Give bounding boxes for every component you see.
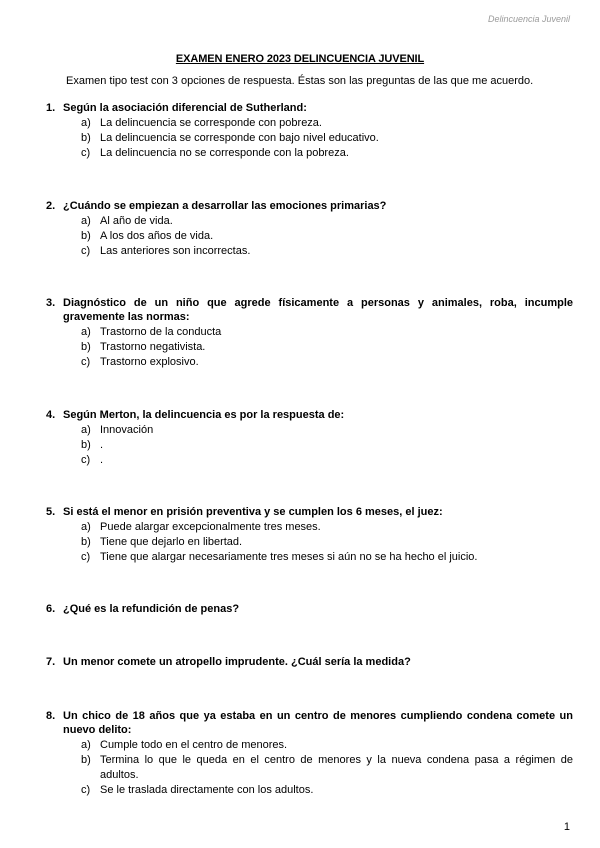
question-3-head — [46, 296, 573, 324]
question-3 — [46, 296, 573, 370]
option-text: Tiene que dejarlo en libertad. — [100, 536, 243, 548]
question-1-head — [46, 101, 573, 115]
option-b — [46, 438, 573, 453]
option-text: Cumple todo en el centro de menores. — [100, 739, 288, 751]
option-c — [46, 244, 573, 259]
question-2 — [46, 199, 573, 259]
option-c — [46, 453, 573, 468]
option-b — [46, 340, 573, 355]
option-c — [46, 355, 573, 370]
option-letter: a) — [81, 117, 91, 129]
options-list — [46, 214, 573, 259]
question-text: Si está el menor en prisión preventiva y se cumplen los 6 meses, el juez: — [63, 506, 443, 518]
question-7 — [46, 655, 573, 669]
question-text: ¿Cuándo se empiezan a desarrollar las emociones primarias? — [63, 200, 387, 212]
option-c — [46, 550, 573, 565]
option-letter: b) — [81, 536, 91, 548]
option-a — [46, 520, 573, 535]
options-list — [46, 520, 573, 565]
question-5 — [46, 505, 573, 565]
document-title: EXAMEN ENERO 2023 DELINCUENCIA JUVENIL — [175, 53, 425, 65]
option-text: Al año de vida. — [100, 215, 173, 227]
option-text: Las anteriores son incorrectas. — [100, 245, 251, 257]
option-text: Trastorno explosivo. — [100, 356, 199, 368]
question-text: Diagnóstico de un niño que agrede físicamente a personas y animales, roba, incumple gravemente las normas: — [63, 297, 573, 323]
option-a — [46, 116, 573, 131]
question-number: 5. — [46, 506, 56, 518]
question-7-head — [46, 655, 573, 669]
option-letter: b) — [81, 230, 91, 242]
option-text: Trastorno negativista. — [100, 341, 206, 353]
option-text: . — [100, 439, 104, 451]
option-b — [46, 229, 573, 244]
question-text: Según la asociación diferencial de Sutherland: — [63, 102, 307, 114]
option-text: Se le traslada directamente con los adultos. — [100, 784, 314, 796]
question-2-head — [46, 199, 573, 213]
option-letter: c) — [81, 784, 91, 796]
option-a — [46, 423, 573, 438]
option-letter: c) — [81, 147, 91, 159]
intro-text: Examen tipo test con 3 opciones de respuesta. Éstas son las preguntas de las que me acuerdo. — [66, 75, 534, 87]
question-8-head — [46, 709, 573, 737]
option-c — [46, 146, 573, 161]
options-list — [46, 738, 573, 798]
option-letter: a) — [81, 739, 91, 751]
question-number: 2. — [46, 200, 56, 212]
question-4-head — [46, 408, 573, 422]
option-letter: c) — [81, 454, 91, 466]
options-list — [46, 423, 573, 468]
option-letter: b) — [81, 341, 91, 353]
running-header: Delincuencia Juvenil — [487, 14, 570, 24]
option-letter: b) — [81, 132, 91, 144]
option-letter: a) — [81, 521, 91, 533]
options-list — [46, 325, 573, 370]
option-letter: c) — [81, 551, 91, 563]
question-1 — [46, 101, 573, 161]
option-a — [46, 325, 573, 340]
question-text: ¿Qué es la refundición de penas? — [63, 603, 240, 615]
option-text: Innovación — [100, 424, 154, 436]
option-text: La delincuencia se corresponde con bajo nivel educativo. — [100, 132, 379, 144]
question-number: 1. — [46, 102, 56, 114]
question-text: Un chico de 18 años que ya estaba en un centro de menores cumpliendo condena comete un nuevo delito: — [63, 710, 573, 736]
option-letter: a) — [81, 326, 91, 338]
option-text: La delincuencia se corresponde con pobreza. — [100, 117, 322, 129]
option-b — [46, 131, 573, 146]
option-letter: c) — [81, 356, 91, 368]
option-text: Tiene que alargar necesariamente tres meses si aún no se ha hecho el juicio. — [100, 551, 478, 563]
option-letter: a) — [81, 424, 91, 436]
option-text: . — [100, 454, 104, 466]
option-letter: b) — [81, 439, 91, 451]
question-number: 6. — [46, 603, 56, 615]
question-4 — [46, 408, 573, 468]
question-number: 8. — [46, 710, 56, 722]
question-8 — [46, 709, 573, 798]
page-number: 1 — [563, 821, 570, 833]
option-text: La delincuencia no se corresponde con la pobreza. — [100, 147, 349, 159]
option-text: Trastorno de la conducta — [100, 326, 222, 338]
question-text: Según Merton, la delincuencia es por la respuesta de: — [63, 409, 345, 421]
option-letter: b) — [81, 754, 91, 766]
option-letter: c) — [81, 245, 91, 257]
question-text: Un menor comete un atropello imprudente. ¿Cuál sería la medida? — [63, 656, 411, 668]
option-text: Puede alargar excepcionalmente tres meses. — [100, 521, 321, 533]
question-number: 4. — [46, 409, 56, 421]
question-number: 7. — [46, 656, 56, 668]
option-a — [46, 738, 573, 753]
question-6 — [46, 602, 573, 616]
option-a — [46, 214, 573, 229]
option-text: A los dos años de vida. — [100, 230, 214, 242]
option-b — [46, 753, 573, 783]
option-text: Termina lo que le queda en el centro de menores y la nueva condena pasa a régimen de adultos. — [100, 754, 573, 781]
option-b — [46, 535, 573, 550]
option-letter: a) — [81, 215, 91, 227]
option-c — [46, 783, 573, 798]
question-6-head — [46, 602, 573, 616]
question-5-head — [46, 505, 573, 519]
question-number: 3. — [46, 297, 56, 309]
options-list — [46, 116, 573, 161]
